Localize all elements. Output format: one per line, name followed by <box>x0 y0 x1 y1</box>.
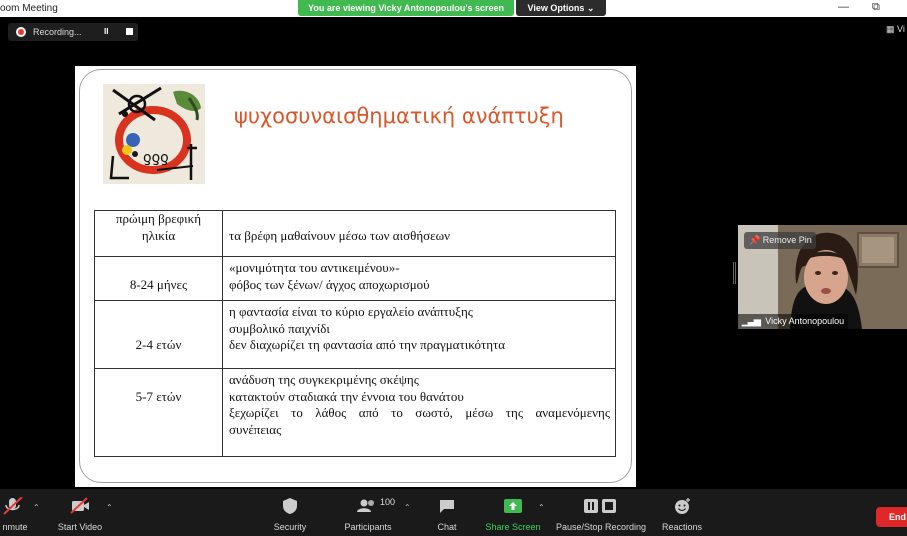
audio-options-chevron-icon[interactable]: ⌃ <box>33 503 40 512</box>
description-text: συνέπειας <box>229 421 282 437</box>
share-screen-label: Share Screen <box>485 522 541 532</box>
window-title: oom Meeting <box>0 3 58 14</box>
meeting-toolbar <box>0 489 907 536</box>
age-cell <box>95 211 223 257</box>
pause-recording-button[interactable]: II <box>104 27 109 36</box>
view-options-button[interactable]: View Options ⌄ <box>516 0 606 16</box>
start-video-button[interactable] <box>52 489 108 536</box>
description-text: ξεχωρίζει το λάθος από το σωστό, μέσω της αναμενόμενης <box>229 405 610 420</box>
signal-bars-icon: ▁▃▅ <box>742 316 760 326</box>
reactions-button[interactable] <box>658 489 706 536</box>
svg-text:ƍƍƍ: ƍƍƍ <box>143 150 169 166</box>
shared-slide <box>75 66 636 487</box>
description-cell <box>223 257 616 301</box>
age-text: 2-4 ετών <box>135 337 182 352</box>
age-text: 8-24 μήνες <box>129 276 188 292</box>
age-cell <box>95 369 223 457</box>
end-meeting-button[interactable]: End <box>876 507 907 527</box>
age-text: ηλικία <box>141 227 176 243</box>
restore-button[interactable]: ⧉ <box>872 1 880 13</box>
participants-label: Participants <box>344 522 392 532</box>
viewing-banner: You are viewing Vicky Antonopoulou's screen <box>298 0 514 16</box>
participants-chevron-icon[interactable]: ⌃ <box>404 503 411 512</box>
stop-recording-button[interactable] <box>126 28 133 35</box>
description-text: φόβος των ξένων/ άγχος αποχωρισμού <box>229 276 430 292</box>
table-row <box>95 211 616 257</box>
painting-image <box>103 84 205 184</box>
description-text: ανάδυση της συγκεκριμένης σκέψης <box>229 372 419 387</box>
share-screen-button[interactable] <box>484 489 542 536</box>
unmute-label: nmute <box>2 522 28 532</box>
security-button[interactable] <box>268 489 312 536</box>
description-text: συμβολικό παιχνίδι <box>229 320 330 336</box>
shield-icon <box>268 497 312 515</box>
share-options-chevron-icon[interactable]: ⌃ <box>538 503 545 512</box>
minimize-button[interactable]: — <box>838 1 849 13</box>
start-video-label: Start Video <box>57 522 103 532</box>
participants-count: 100 <box>380 497 396 507</box>
remove-pin-button[interactable] <box>744 232 816 249</box>
security-label: Security <box>273 522 307 532</box>
unmute-button[interactable] <box>0 489 30 536</box>
age-cell <box>95 257 223 301</box>
development-table <box>94 210 616 457</box>
table-row <box>95 257 616 301</box>
description-text: τα βρέφη μαθαίνουν μέσω των αισθήσεων <box>229 227 451 243</box>
description-cell <box>223 369 616 457</box>
participant-name-tag <box>738 314 848 329</box>
share-screen-icon <box>484 497 542 515</box>
description-text: «μονιμότητα του αντικειμένου»- <box>229 260 400 275</box>
age-text <box>95 260 222 277</box>
pause-stop-label: Pause/Stop Recording <box>555 522 647 532</box>
view-layout-button[interactable]: ▦ Vi <box>886 24 905 34</box>
age-text <box>95 304 222 321</box>
recording-dot-icon <box>16 27 26 37</box>
description-text: η φαντασία είναι το κύριο εργαλείο ανάπτυξης <box>229 304 473 319</box>
chat-bubble-icon <box>430 497 464 515</box>
pin-icon: 📌 <box>749 235 761 245</box>
remove-pin-label: Remove Pin <box>762 235 812 245</box>
panel-resize-handle[interactable] <box>733 262 736 284</box>
pause-stop-recording-button[interactable] <box>552 489 650 536</box>
video-options-chevron-icon[interactable]: ⌃ <box>106 503 113 512</box>
description-text: κατακτούν σταδιακά την έννοια του θανάτου <box>229 388 464 404</box>
description-text: δεν διαχωρίζει τη φαντασία από την πραγματικότητα <box>229 337 506 352</box>
recording-label: Recording... <box>33 27 82 37</box>
video-off-icon <box>52 497 108 515</box>
participant-name: Vicky Antonopoulou <box>765 316 845 326</box>
recording-indicator <box>8 23 138 41</box>
age-text <box>95 321 222 338</box>
reactions-label: Reactions <box>661 522 703 532</box>
participants-button[interactable] <box>338 489 398 536</box>
muted-microphone-icon <box>0 497 30 515</box>
table-row <box>95 369 616 457</box>
description-cell <box>223 211 616 257</box>
slide-title: ψυχοσυναισθηματική ανάπτυξη <box>234 104 564 128</box>
table-row <box>95 301 616 369</box>
age-text: πρώιμη βρεφική <box>115 211 202 226</box>
pause-stop-icon <box>552 497 650 515</box>
age-cell <box>95 301 223 369</box>
description-text <box>229 211 610 228</box>
chat-label: Chat <box>437 522 457 532</box>
description-cell <box>223 301 616 369</box>
age-text <box>95 372 222 389</box>
age-text: 5-7 ετών <box>135 388 182 404</box>
reactions-emoji-icon <box>658 497 706 515</box>
participant-video-tile[interactable] <box>738 225 907 329</box>
chat-button[interactable] <box>430 489 464 536</box>
